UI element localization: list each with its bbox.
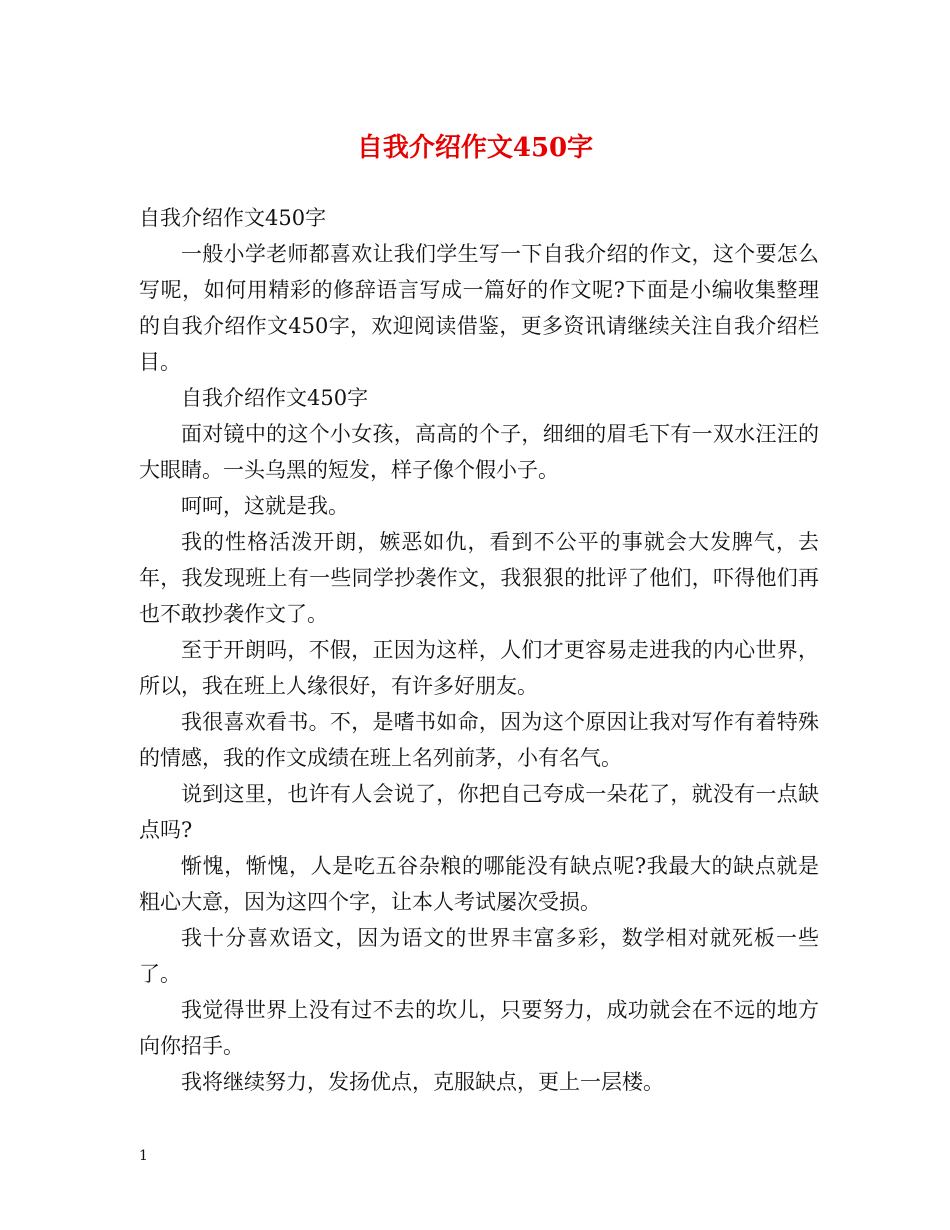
document-body [139,200,819,1100]
page-number: 1 [139,1148,148,1164]
paragraph: 我觉得世界上没有过不去的坎儿，只要努力，成功就会在不远的地方向你招手。 [139,998,819,1058]
paragraph: 惭愧，惭愧，人是吃五谷杂粮的哪能没有缺点呢?我最大的缺点就是粗心大意，因为这四个字，让本人考试屡次受损。 [139,854,819,914]
paragraph: 说到这里，也许有人会说了，你把自己夸成一朵花了，就没有一点缺点吗? [139,782,819,842]
paragraph: 面对镜中的这个小女孩，高高的个子，细细的眉毛下有一双水汪汪的大眼睛。一头乌黑的短发，样子像个假小子。 [139,422,819,482]
paragraph: 我很喜欢看书。不，是嗜书如命，因为这个原因让我对写作有着特殊的情感，我的作文成绩在班上名列前茅，小有名气。 [139,710,819,770]
paragraph: 我的性格活泼开朗，嫉恶如仇，看到不公平的事就会大发脾气，去年，我发现班上有一些同学抄袭作文，我狠狠的批评了他们，吓得他们再也不敢抄袭作文了。 [139,530,819,626]
page-title: 自我介绍作文450字 [356,133,594,163]
paragraph: 呵呵，这就是我。 [181,494,349,518]
paragraph: 我将继续努力，发扬优点，克服缺点，更上一层楼。 [181,1070,664,1094]
paragraph: 一般小学老师都喜欢让我们学生写一下自我介绍的作文，这个要怎么写呢，如何用精彩的修辞语言写成一篇好的作文呢?下面是小编收集整理的自我介绍作文450字，欢迎阅读借鉴，更多资讯请继续关注自我介绍栏目。 [139,242,819,374]
paragraph: 至于开朗吗，不假，正因为这样，人们才更容易走进我的内心世界，所以，我在班上人缘很好，有许多好朋友。 [139,638,819,698]
paragraph: 我十分喜欢语文，因为语文的世界丰富多彩，数学相对就死板一些了。 [139,926,819,986]
paragraph-heading: 自我介绍作文450字 [139,206,327,230]
paragraph-subheading: 自我介绍作文450字 [181,386,369,410]
